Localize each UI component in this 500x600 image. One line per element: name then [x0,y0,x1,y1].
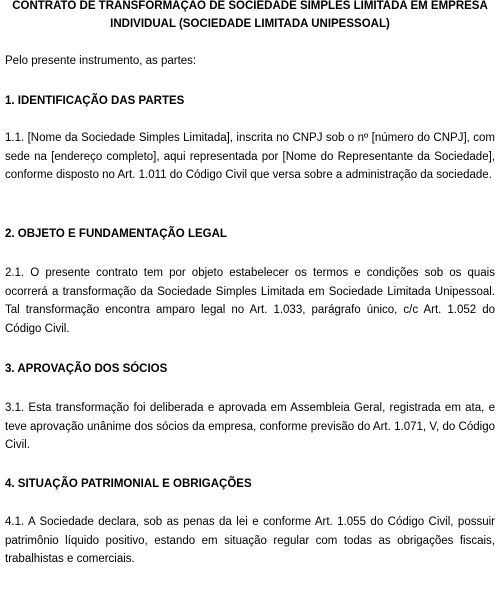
section-text-objeto: 2.1. O presente contrato tem por objeto estabelecer os termos e condições sob os quais ocorrerá a transformação da Sociedade Simples Limitada em Sociedade Limitada Unipessoal. Tal transformação encontra amparo legal no Art. 1.033, parágrafo único, c/c Art. 1.052 do Código Civil. [5,267,495,335]
section-heading-patrimonial: 4. SITUAÇÃO PATRIMONIAL E OBRIGAÇÕES [5,478,252,490]
section-text-aprovacao: 3.1. Esta transformação foi deliberada e aprovada em Assembleia Geral, registrada em ata, e teve aprovação unânime dos sócios da empresa, conforme previsão do Art. 1.071, V, do Código Civil. [5,402,495,452]
section-heading-objeto: 2. OBJETO E FUNDAMENTAÇÃO LEGAL [5,228,227,240]
section-text-patrimonial: 4.1. A Sociedade declara, sob as penas da lei e conforme Art. 1.055 do Código Civil, possuir patrimônio líquido positivo, estando em situação regular com todas as obrigações fiscais, trabalhistas e comerciais. [5,516,495,566]
section-text-identificacao: 1.1. [Nome da Sociedade Simples Limitada], inscrita no CNPJ sob o nº [número do CNPJ], com sede na [endereço completo], aqui representada por [Nome do Representante da Sociedade], conforme disposto no Art. 1.011 do Código Civil que versa sobre a administração da sociedade. [5,132,495,182]
document-title: CONTRATO DE TRANSFORMAÇÃO DE SOCIEDADE SIMPLES LIMITADA EM EMPRESA INDIVIDUAL (SOCIEDADE LIMITADA UNIPESSOAL) [12,0,488,30]
intro-text: Pelo presente instrumento, as partes: [5,55,197,67]
section-heading-identificacao: 1. IDENTIFICAÇÃO DAS PARTES [5,95,185,107]
section-heading-aprovacao: 3. APROVAÇÃO DOS SÓCIOS [5,363,168,375]
